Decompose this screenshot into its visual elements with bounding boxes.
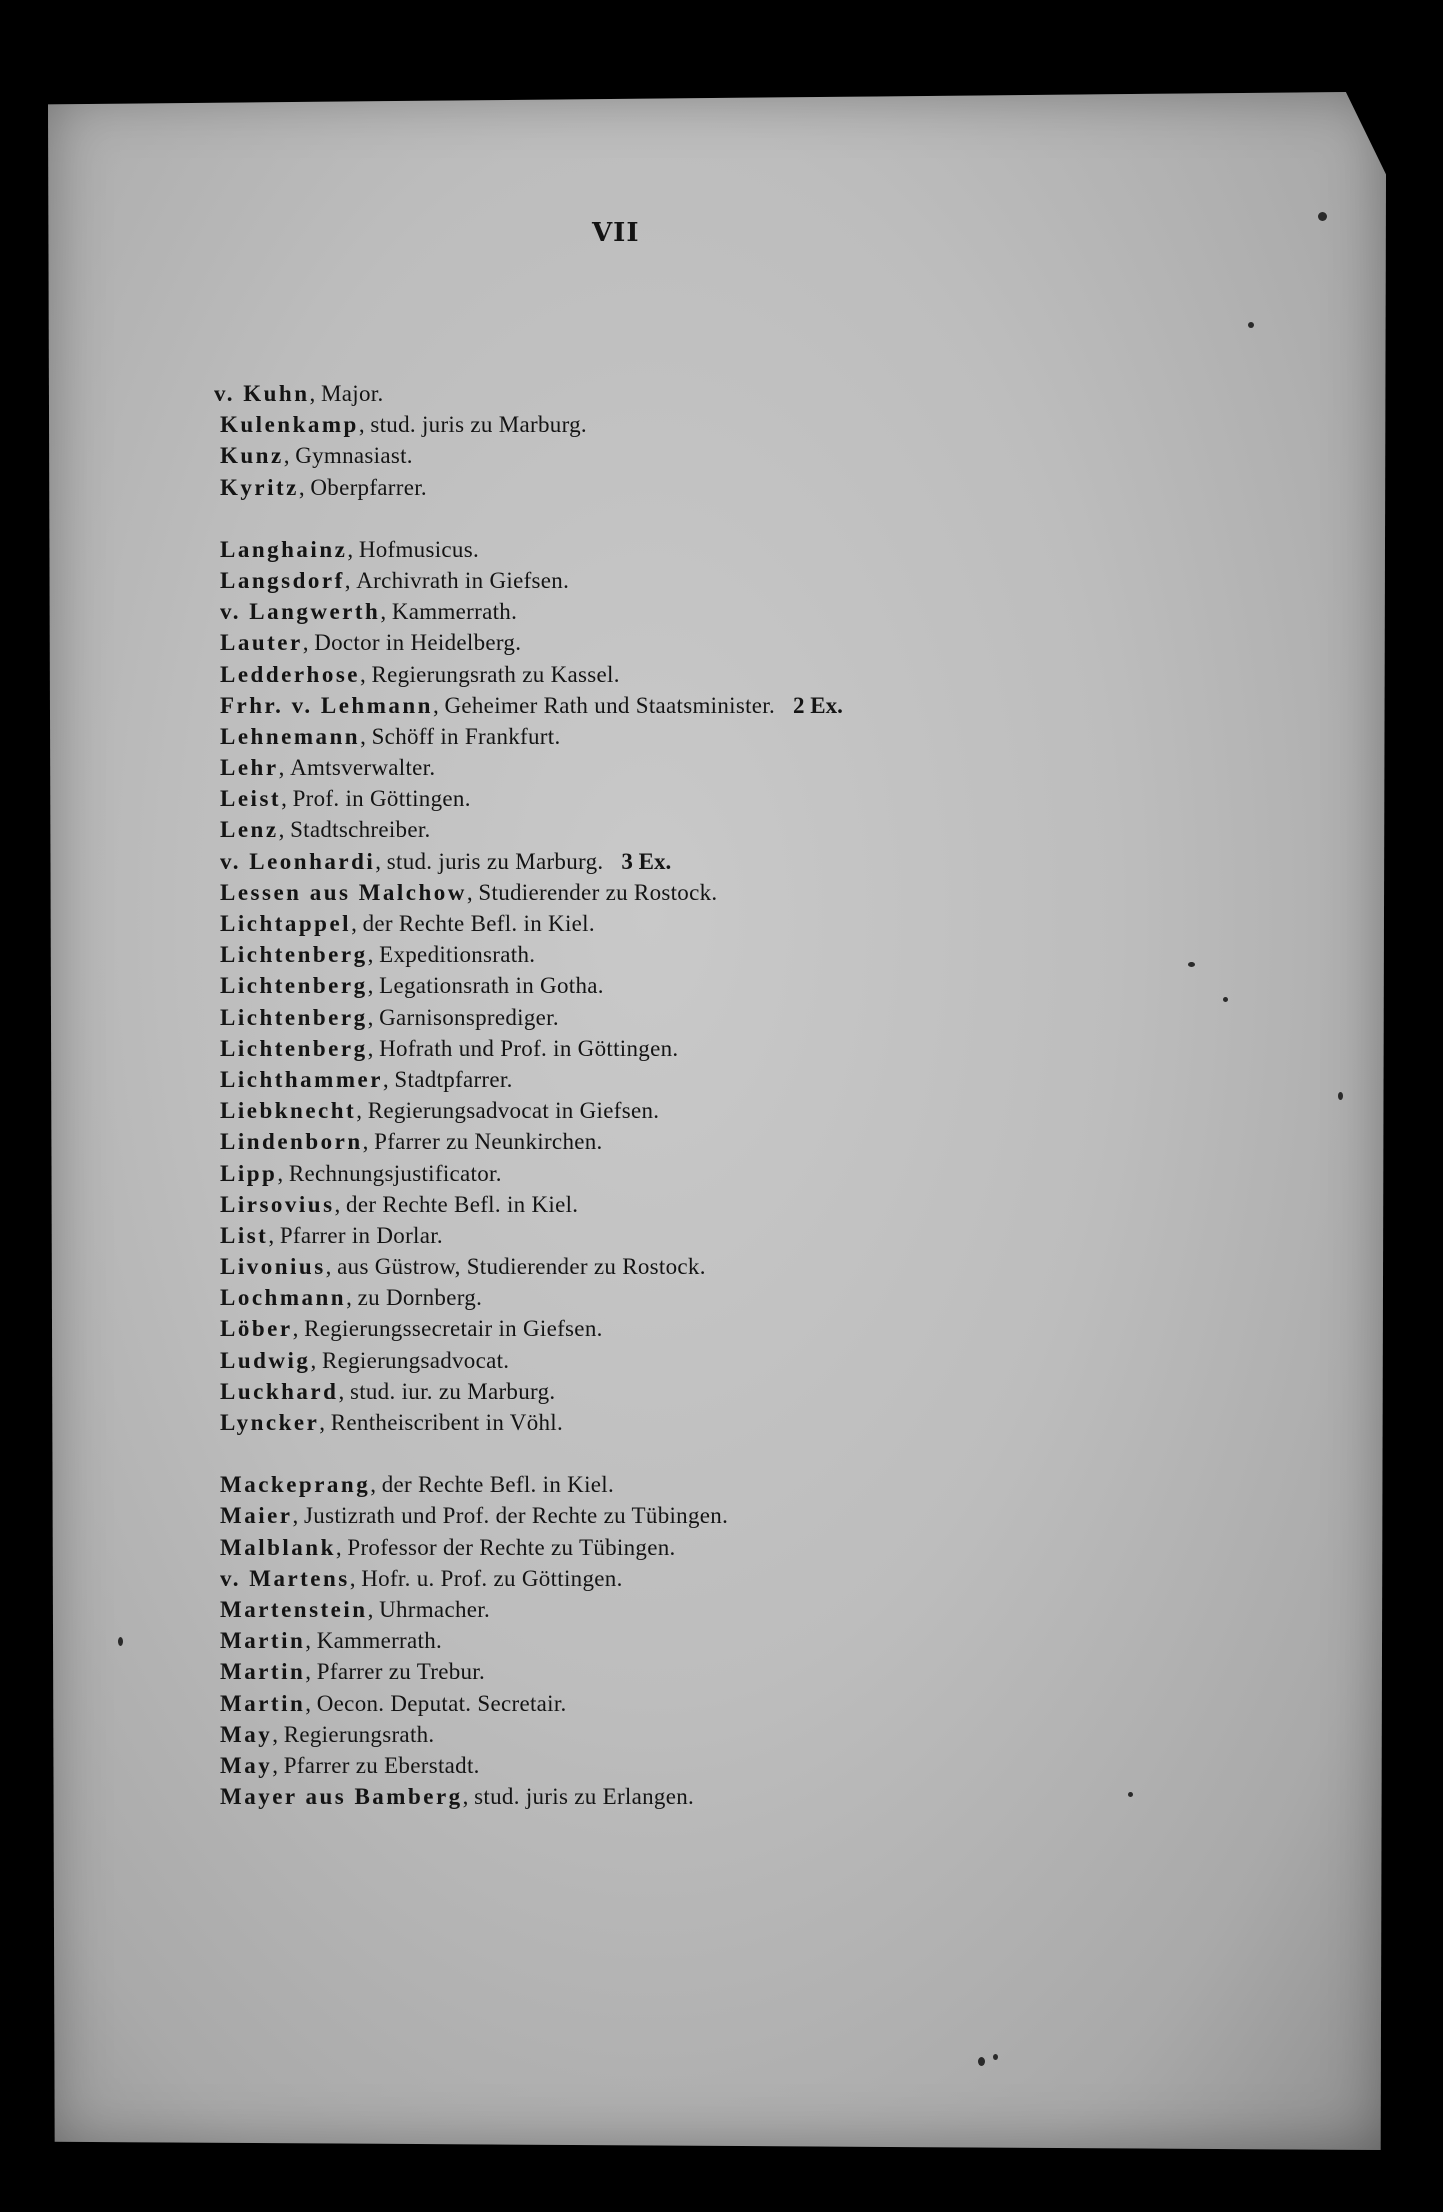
- entry-description: Prof. in Göttingen.: [292, 786, 471, 812]
- entry-description: Regierungsadvocat.: [321, 1347, 510, 1373]
- entry-description: Regierungssecretair in Giefsen.: [304, 1316, 603, 1342]
- entry-name: May: [220, 1721, 273, 1747]
- entry-name: Lehr: [220, 755, 279, 781]
- entry-name: May: [220, 1752, 273, 1778]
- list-entry: v. Kuhn, Major.: [214, 381, 384, 406]
- entry-description: der Rechte Befl. in Kiel.: [362, 911, 595, 936]
- list-entry: Lichtappel, der Rechte Befl. in Kiel.: [220, 911, 595, 936]
- list-entry: Martin, Oecon. Deputat. Secretair.: [220, 1690, 567, 1716]
- entry-description: Justizrath und Prof. der Rechte zu Tübingen.: [304, 1503, 729, 1529]
- list-entry: v. Leonhardi, stud. juris zu Marburg. 3 Ex.: [220, 848, 672, 874]
- entry-name: Ludwig: [220, 1347, 311, 1373]
- ink-speck: [118, 1637, 123, 1646]
- entry-description: Doctor in Heidelberg.: [314, 630, 522, 656]
- entry-name: Martin: [220, 1628, 306, 1654]
- entry-description: Garnisonsprediger.: [379, 1004, 559, 1030]
- entry-name: Lyncker: [220, 1410, 320, 1435]
- list-entry: Liebknecht, Regierungsadvocat in Giefsen.: [220, 1098, 660, 1124]
- entry-name: Luckhard: [220, 1378, 339, 1404]
- entry-name: Lochmann: [220, 1285, 347, 1311]
- list-entry: Lauter, Doctor in Heidelberg.: [220, 630, 522, 656]
- entry-name: Lichtenberg: [220, 1004, 368, 1030]
- ink-speck: [1248, 322, 1254, 328]
- entry-name: Lauter: [220, 630, 303, 656]
- list-entry: Lyncker, Rentheiscribent in Vöhl.: [220, 1410, 564, 1435]
- entry-description: stud. juris zu Marburg.: [370, 412, 587, 438]
- entry-description: Pfarrer zu Eberstadt.: [283, 1752, 480, 1778]
- entry-name: Lichtenberg: [220, 942, 368, 968]
- list-entry: Lenz, Stadtschreiber.: [220, 817, 431, 843]
- entry-description: Regierungsrath.: [283, 1721, 435, 1747]
- list-entry: Livonius, aus Güstrow, Studierender zu Rostock.: [220, 1254, 706, 1280]
- list-entry: Leist, Prof. in Göttingen.: [220, 786, 471, 812]
- entry-name: Löber: [220, 1316, 293, 1342]
- list-entry: Ludwig, Regierungsadvocat.: [220, 1347, 510, 1373]
- entry-name: Lehnemann: [220, 723, 361, 749]
- list-entry: Langhainz, Hofmusicus.: [220, 536, 480, 562]
- entry-description: Stadtpfarrer.: [394, 1066, 513, 1092]
- entry-description: stud. iur. zu Marburg.: [349, 1378, 556, 1404]
- list-entry: Lichtenberg, Legationsrath in Gotha.: [220, 973, 604, 999]
- list-entry: Lipp, Rechnungsjustificator.: [220, 1160, 502, 1186]
- list-entry: Kulenkamp, stud. juris zu Marburg.: [220, 412, 587, 438]
- entry-description: Gymnasiast.: [295, 443, 413, 469]
- list-entry: Lochmann, zu Dornberg.: [220, 1285, 483, 1311]
- list-entry: Luckhard, stud. iur. zu Marburg.: [220, 1378, 556, 1404]
- entry-description: Regierungsadvocat in Giefsen.: [367, 1098, 660, 1124]
- entry-description: Hofrath und Prof. in Göttingen.: [379, 1035, 679, 1061]
- list-entry: Martin, Pfarrer zu Trebur.: [220, 1659, 486, 1685]
- entry-description: Schöff in Frankfurt.: [371, 723, 561, 749]
- subscriber-list: [214, 378, 1340, 1812]
- list-entry: Lichtenberg, Hofrath und Prof. in Göttingen.: [220, 1035, 679, 1061]
- list-entry: List, Pfarrer in Dorlar.: [220, 1222, 443, 1248]
- list-entry: Frhr. v. Lehmann, Geheimer Rath und Staatsminister. 2 Ex.: [220, 692, 843, 718]
- entry-name: Lichtenberg: [220, 973, 368, 999]
- entry-name: v. Kuhn: [214, 381, 310, 406]
- entry-name: List: [220, 1222, 269, 1248]
- entry-description: der Rechte Befl. in Kiel.: [346, 1191, 579, 1217]
- list-entry: Lessen aus Malchow, Studierender zu Rostock.: [220, 879, 718, 905]
- list-entry: Maier, Justizrath und Prof. der Rechte zu Tübingen.: [220, 1503, 729, 1529]
- entry-name: v. Leonhardi: [220, 848, 376, 874]
- list-entry: Ledderhose, Regierungsrath zu Kassel.: [220, 661, 620, 687]
- list-entry: v. Martens, Hofr. u. Prof. zu Göttingen.: [220, 1565, 623, 1591]
- entry-description: Uhrmacher.: [379, 1596, 491, 1622]
- ink-speck: [993, 2054, 998, 2060]
- entry-group-m: [220, 1469, 1340, 1812]
- entry-description: Rentheiscribent in Vöhl.: [330, 1410, 564, 1435]
- entry-name: Frhr. v. Lehmann: [220, 692, 433, 718]
- list-entry: Mackeprang, der Rechte Befl. in Kiel.: [220, 1472, 615, 1498]
- entry-description: Pfarrer zu Trebur.: [316, 1659, 486, 1685]
- list-entry: Martin, Kammerrath.: [220, 1628, 443, 1654]
- entry-name: Kunz: [220, 443, 284, 469]
- entry-description: Expeditionsrath.: [379, 942, 536, 968]
- entry-name: Kulenkamp: [220, 412, 359, 438]
- entry-description: Studierender zu Rostock.: [478, 879, 718, 905]
- entry-name: Maier: [220, 1503, 293, 1529]
- entry-name: Langhainz: [220, 536, 348, 562]
- entry-description: Major.: [321, 381, 384, 406]
- entry-description: aus Güstrow, Studierender zu Rostock.: [337, 1254, 706, 1280]
- list-entry: Lichtenberg, Expeditionsrath.: [220, 942, 536, 968]
- entry-description: Regierungsrath zu Kassel.: [371, 661, 620, 687]
- copies-count: 3 Ex.: [621, 848, 672, 874]
- entry-description: der Rechte Befl. in Kiel.: [381, 1472, 615, 1498]
- entry-name: Lindenborn: [220, 1129, 363, 1155]
- entry-description: stud. juris zu Erlangen.: [474, 1784, 695, 1810]
- entry-name: Kyritz: [220, 474, 299, 500]
- list-entry: May, Pfarrer zu Eberstadt.: [220, 1752, 480, 1778]
- entry-name: Lichtappel: [220, 911, 352, 936]
- entry-group-l: [220, 534, 1340, 1438]
- entry-group-k: [214, 378, 1340, 503]
- list-entry: Malblank, Professor der Rechte zu Tübingen.: [220, 1534, 676, 1560]
- page-number: VII: [592, 218, 640, 248]
- list-entry: Langsdorf, Archivrath in Giefsen.: [220, 567, 570, 593]
- list-entry: Martenstein, Uhrmacher.: [220, 1596, 491, 1622]
- entry-name: Martin: [220, 1690, 306, 1716]
- entry-description: Hofr. u. Prof. zu Göttingen.: [361, 1565, 623, 1591]
- entry-name: Livonius: [220, 1254, 326, 1280]
- entry-name: Mayer aus Bamberg: [220, 1784, 463, 1810]
- list-entry: Lirsovius, der Rechte Befl. in Kiel.: [220, 1191, 579, 1217]
- entry-description: Kammerrath.: [391, 599, 518, 625]
- entry-description: Professor der Rechte zu Tübingen.: [347, 1534, 676, 1560]
- entry-name: v. Martens: [220, 1565, 350, 1591]
- entry-description: Stadtschreiber.: [290, 817, 431, 843]
- entry-description: Geheimer Rath und Staatsminister.: [444, 692, 776, 718]
- entry-name: Liebknecht: [220, 1098, 357, 1124]
- entry-description: Archivrath in Giefsen.: [356, 567, 570, 593]
- entry-description: Rechnungsjustificator.: [288, 1160, 502, 1186]
- list-entry: Lehnemann, Schöff in Frankfurt.: [220, 723, 561, 749]
- list-entry: May, Regierungsrath.: [220, 1721, 435, 1747]
- entry-description: Amtsverwalter.: [290, 755, 436, 781]
- entry-name: Langsdorf: [220, 567, 345, 593]
- entry-description: Hofmusicus.: [358, 536, 480, 562]
- list-entry: Kunz, Gymnasiast.: [220, 443, 413, 469]
- list-entry: Mayer aus Bamberg, stud. juris zu Erlangen.: [220, 1784, 695, 1810]
- entry-description: Pfarrer in Dorlar.: [279, 1222, 443, 1248]
- entry-description: zu Dornberg.: [357, 1285, 483, 1311]
- entry-name: Ledderhose: [220, 661, 360, 687]
- entry-name: Lichthammer: [220, 1066, 383, 1092]
- entry-name: Mackeprang: [220, 1472, 371, 1498]
- ink-speck: [1318, 212, 1327, 221]
- entry-description: Legationsrath in Gotha.: [379, 973, 604, 999]
- entry-description: Oecon. Deputat. Secretair.: [316, 1690, 567, 1716]
- list-entry: Lichthammer, Stadtpfarrer.: [220, 1066, 513, 1092]
- list-entry: v. Langwerth, Kammerrath.: [220, 599, 518, 625]
- entry-name: Martenstein: [220, 1596, 368, 1622]
- list-entry: Lehr, Amtsverwalter.: [220, 755, 436, 781]
- list-entry: Lichtenberg, Garnisonsprediger.: [220, 1004, 559, 1030]
- list-entry: Lindenborn, Pfarrer zu Neunkirchen.: [220, 1129, 603, 1155]
- entry-name: Lipp: [220, 1160, 278, 1186]
- entry-name: Lessen aus Malchow: [220, 879, 467, 905]
- entry-name: Lenz: [220, 817, 279, 843]
- entry-name: Lirsovius: [220, 1191, 335, 1217]
- list-entry: Löber, Regierungssecretair in Giefsen.: [220, 1316, 603, 1342]
- copies-count: 2 Ex.: [793, 692, 843, 718]
- entry-name: Malblank: [220, 1534, 336, 1560]
- entry-description: Oberpfarrer.: [310, 474, 427, 500]
- ink-speck: [978, 2057, 985, 2066]
- entry-name: Lichtenberg: [220, 1035, 368, 1061]
- entry-name: Martin: [220, 1659, 306, 1685]
- entry-name: v. Langwerth: [220, 599, 381, 625]
- entry-description: Pfarrer zu Neunkirchen.: [374, 1129, 603, 1155]
- list-entry: Kyritz, Oberpfarrer.: [220, 474, 427, 500]
- entry-description: stud. juris zu Marburg.: [386, 848, 604, 874]
- entry-description: Kammerrath.: [316, 1628, 443, 1654]
- entry-name: Leist: [220, 786, 282, 812]
